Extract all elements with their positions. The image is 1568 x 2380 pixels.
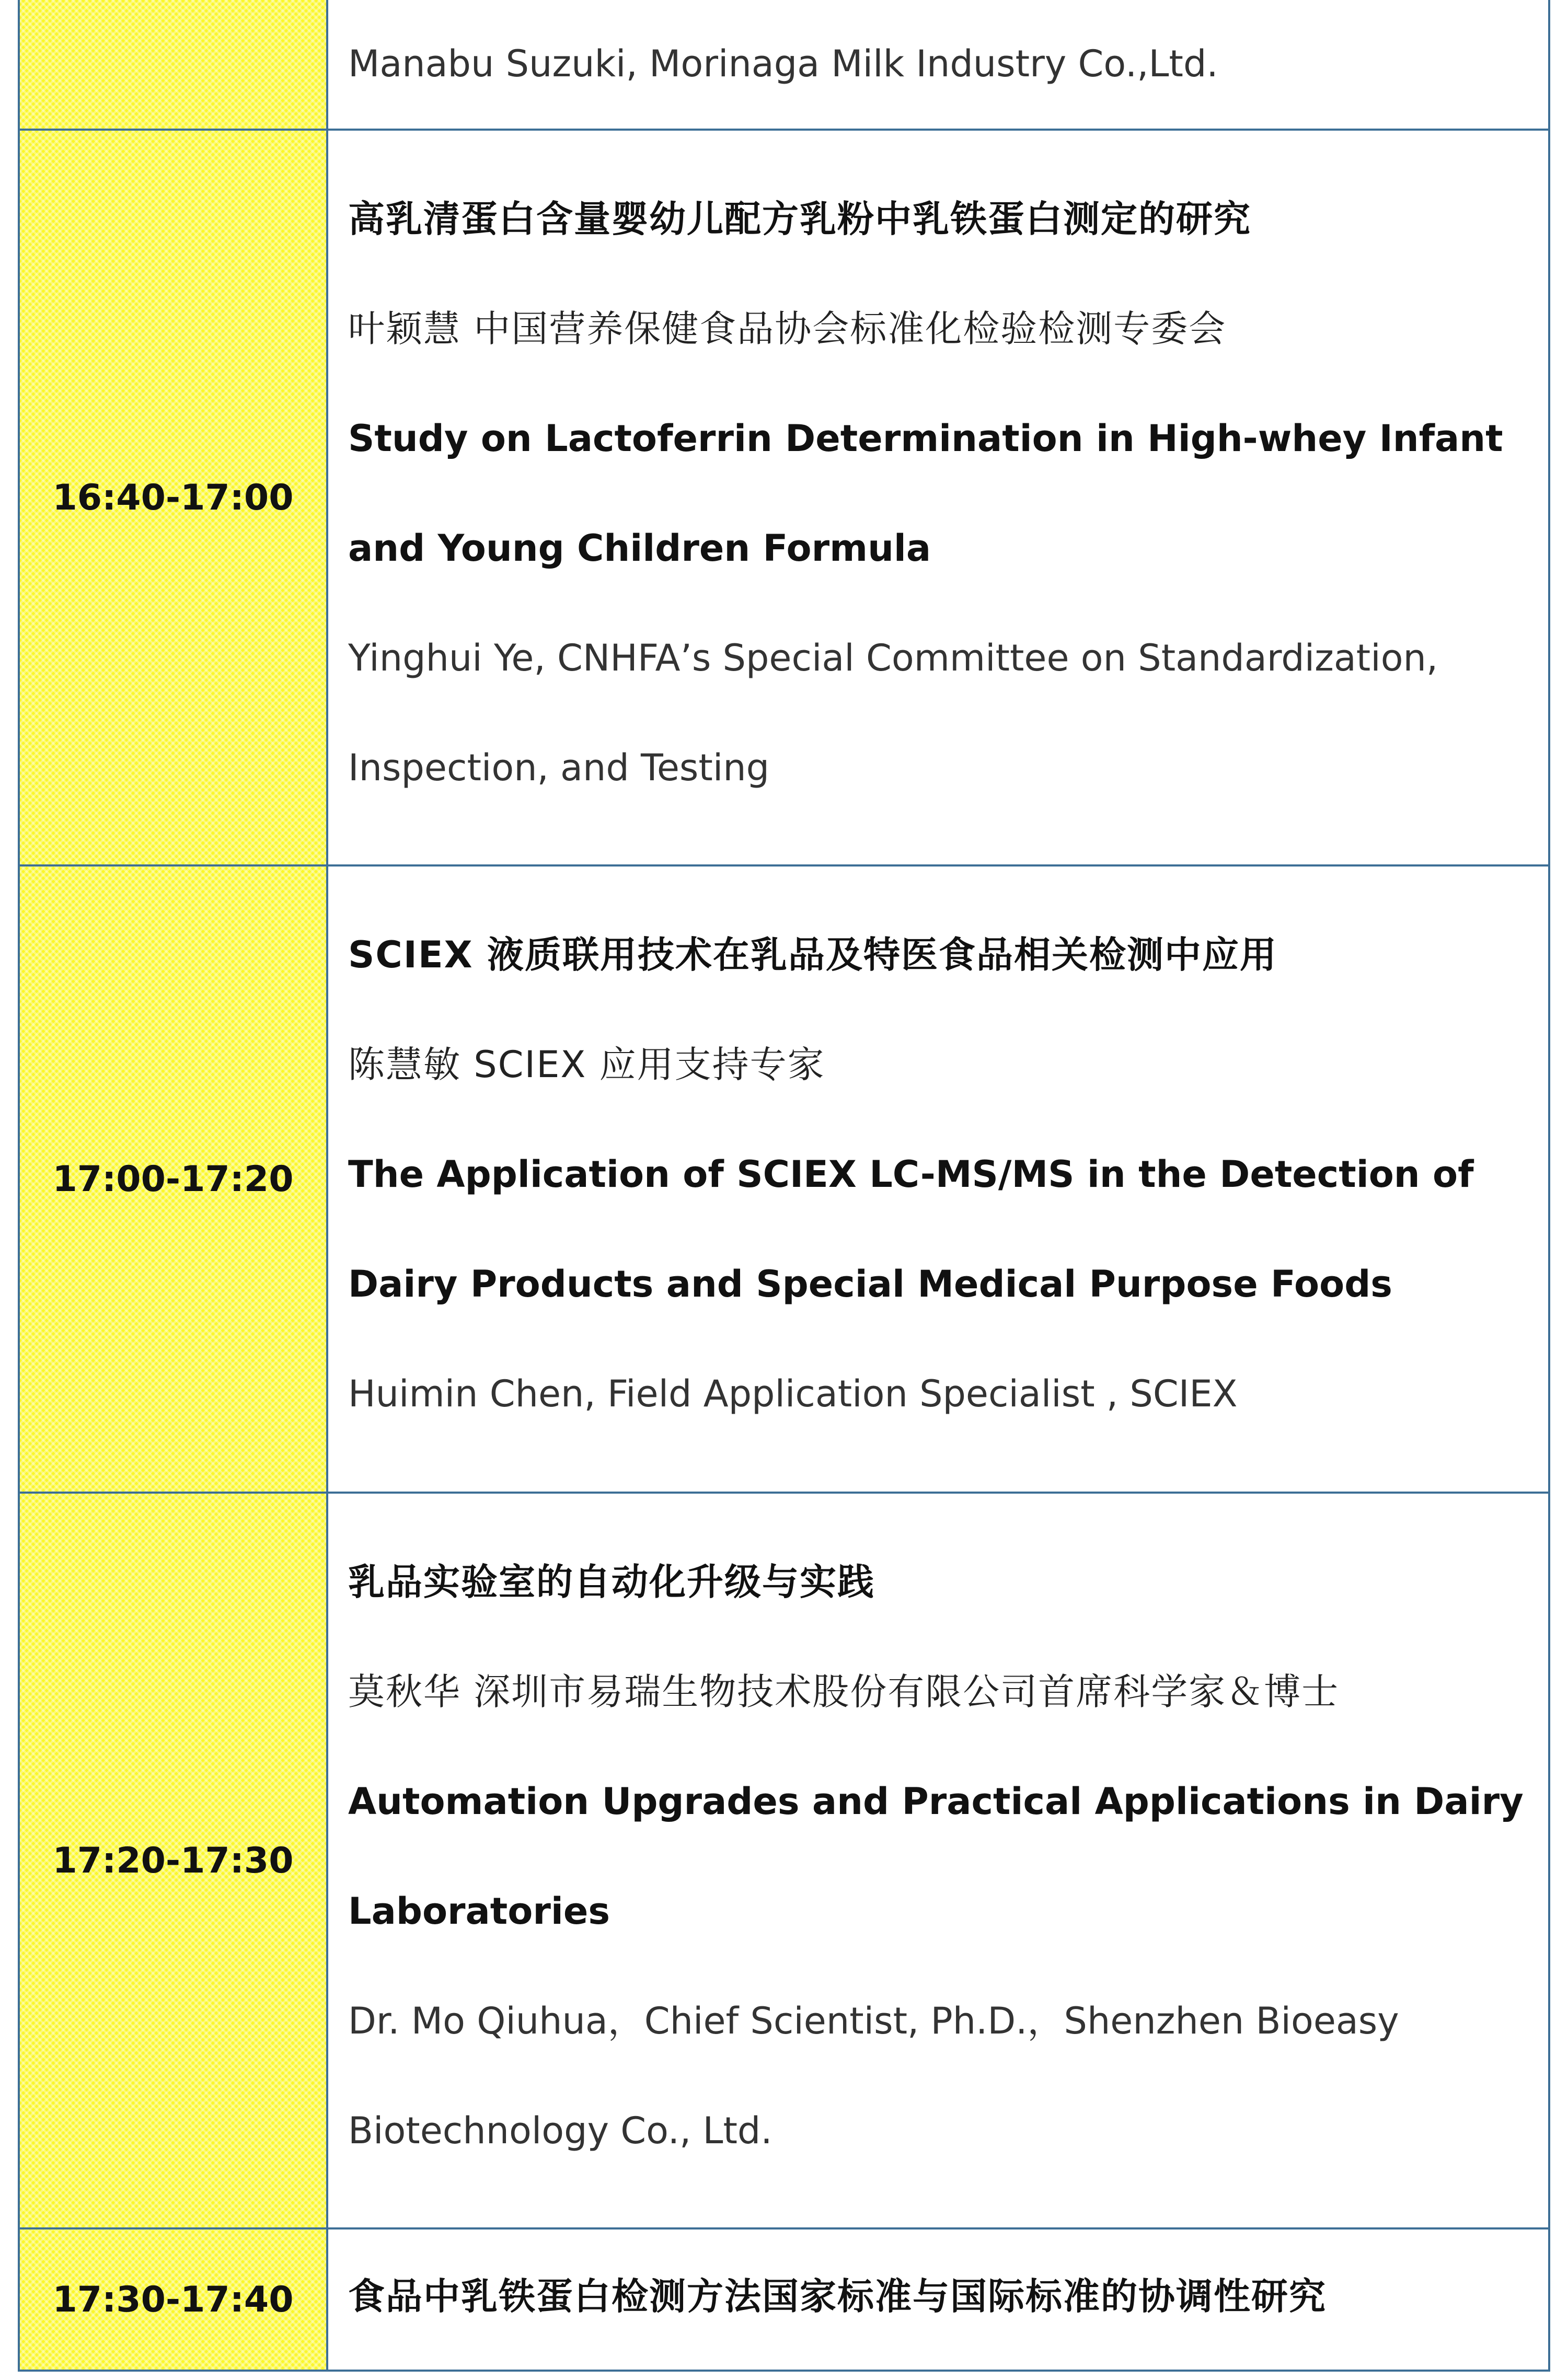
speaker-en: Yinghui Ye, CNHFA’s Special Committee on Standardization, Inspection, and Testing: [348, 637, 1438, 789]
speaker-zh: 叶颖慧 中国营养保健食品协会标准化检验检测专委会: [348, 307, 1227, 350]
session-title-zh: 食品中乳铁蛋白检测方法国家标准与国际标准的协调性研究: [348, 2275, 1327, 2318]
time-cell: 17:20-17:30: [19, 1493, 327, 2228]
session-title-zh: SCIEX 液质联用技术在乳品及特医食品相关检测中应用: [348, 933, 1277, 976]
speaker-en: Manabu Suzuki, Morinaga Milk Industry Co.,Ltd.: [348, 42, 1218, 85]
time-cell: 16:40-17:00: [19, 130, 327, 865]
session-title-en: Automation Upgrades and Practical Applications in Dairy Laboratories: [348, 1780, 1524, 1933]
time-cell: 17:30-17:40: [19, 2228, 327, 2371]
speaker-zh: 陈慧敏 SCIEX 应用支持专家: [348, 1043, 825, 1086]
session-cell: [327, 865, 1549, 1493]
schedule-row: [19, 865, 1549, 1493]
schedule-table: [18, 0, 1550, 2372]
session-cell: [327, 1493, 1549, 2228]
schedule-row: [19, 0, 1549, 130]
schedule-row: [19, 130, 1549, 865]
session-cell: [327, 130, 1549, 865]
speaker-en: Huimin Chen, Field Application Specialist , SCIEX: [348, 1372, 1238, 1415]
time-cell: [19, 0, 327, 130]
schedule-row: [19, 2228, 1549, 2371]
session-title-en: The Application of SCIEX LC-MS/MS in the Detection of Dairy Products and Special Medical Purpose Foods: [348, 1153, 1474, 1305]
session-cell: [327, 2228, 1549, 2371]
session-title-zh: 高乳清蛋白含量婴幼儿配方乳粉中乳铁蛋白测定的研究: [348, 198, 1251, 240]
speaker-zh: 莫秋华 深圳市易瑞生物技术股份有限公司首席科学家＆博士: [348, 1670, 1340, 1713]
session-title-en: Study on Lactoferrin Determination in High-whey Infant and Young Children Formula: [348, 417, 1503, 570]
session-title-zh: 乳品实验室的自动化升级与实践: [348, 1561, 875, 1603]
schedule-row: [19, 1493, 1549, 2228]
speaker-en: Dr. Mo Qiuhua，Chief Scientist, Ph.D.，Shenzhen Bioeasy Biotechnology Co., Ltd.: [348, 2000, 1399, 2152]
session-cell: [327, 0, 1549, 130]
time-cell: 17:00-17:20: [19, 865, 327, 1493]
